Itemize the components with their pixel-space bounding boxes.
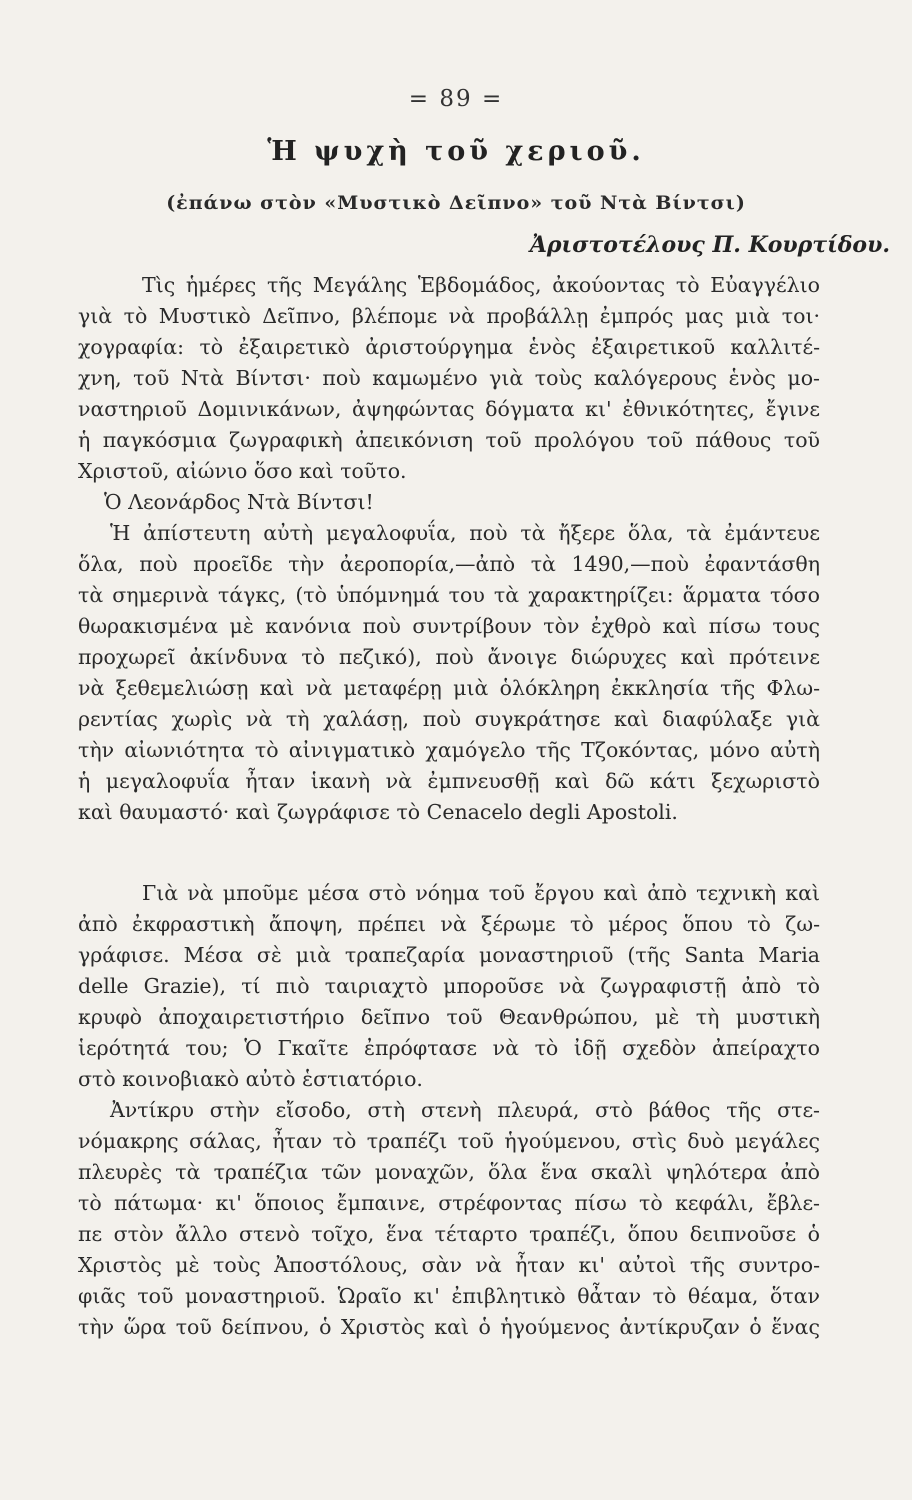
- text-line: Χριστὸς μὲ τοὺς Ἀποστόλους, σὰν νὰ ἦταν κι' αὐτοὶ τῆς συντρο-: [78, 1253, 820, 1277]
- article-subtitle: (ἐπάνω στὸν «Μυστικὸ Δεῖπνο» τοῦ Ντὰ Βίντσι): [166, 192, 746, 214]
- text-line: νὰ ξεθεμελιώσῃ καὶ νὰ μεταφέρῃ μιὰ ὁλόκληρη ἐκκλησία τῆς Φλω-: [78, 676, 820, 700]
- text-line: Τὶς ἡμέρες τῆς Μεγάλης Ἑβδομάδος, ἀκούοντας τὸ Εὐαγγέλιο: [142, 273, 820, 297]
- text-line: προχωρεῖ ἀκίνδυνα τὸ πεζικό), ποὺ ἄνοιγε διώρυχες καὶ πρότεινε: [78, 645, 820, 669]
- article-author: Ἀριστοτέλους Π. Κουρτίδου.: [529, 232, 890, 258]
- text-line: θωρακισμένα μὲ κανόνια ποὺ συντρίβουν τὸν ἐχθρὸ καὶ πίσω τους: [78, 614, 820, 638]
- text-line: γιὰ τὸ Μυστικὸ Δεῖπνο, βλέπομε νὰ προβάλλῃ ἐμπρός μας μιὰ τοι·: [78, 304, 820, 328]
- text-line: πε στὸν ἄλλο στενὸ τοῖχο, ἕνα τέταρτο τραπέζι, ὅπου δειπνοῦσε ὁ: [78, 1222, 820, 1246]
- text-line: ἱερότητά του; Ὁ Γκαῖτε ἐπρόφτασε νὰ τὸ ἰδῇ σχεδὸν ἀπείραχτο: [78, 1036, 820, 1060]
- page-number: = 89 =: [408, 86, 504, 112]
- text-line: Ἀντίκρυ στὴν εἴσοδο, στὴ στενὴ πλευρά, στὸ βάθος τῆς στε-: [110, 1098, 820, 1122]
- text-line: νόμακρης σάλας, ἦταν τὸ τραπέζι τοῦ ἡγούμενου, στὶς δυὸ μεγάλες: [78, 1129, 820, 1153]
- text-line: ἡ παγκόσμια ζωγραφικὴ ἀπεικόνιση τοῦ προλόγου τοῦ πάθους τοῦ: [78, 428, 820, 452]
- text-line: ρεντίας χωρὶς νὰ τὴ χαλάσῃ, ποὺ συγκράτησε καὶ διαφύλαξε γιὰ: [78, 707, 820, 731]
- text-line: πλευρὲς τὰ τραπέζια τῶν μοναχῶν, ὅλα ἕνα σκαλὶ ψηλότερα ἀπὸ: [78, 1160, 820, 1184]
- body-text-block-1: [78, 270, 820, 828]
- text-line: ἡ μεγαλοφυΐα ἦταν ἱκανὴ νὰ ἐμπνευσθῇ καὶ δῶ κάτι ξεχωριστὸ: [78, 769, 820, 793]
- text-line: ἀπὸ ἐκφραστικὴ ἄποψη, πρέπει νὰ ξέρωμε τὸ μέρος ὅπου τὸ ζω-: [78, 912, 820, 936]
- text-line: τὴν ὥρα τοῦ δείπνου, ὁ Χριστὸς καὶ ὁ ἡγούμενος ἀντίκρυζαν ὁ ἕνας: [78, 1315, 820, 1339]
- body-text-block-2: [78, 878, 820, 1343]
- text-line: Γιὰ νὰ μποῦμε μέσα στὸ νόημα τοῦ ἔργου καὶ ἀπὸ τεχνικὴ καὶ: [142, 881, 820, 905]
- article-title: Ἡ ψυχὴ τοῦ χεριοῦ.: [267, 136, 645, 167]
- text-line: τὸ πάτωμα· κι' ὅποιος ἔμπαινε, στρέφοντας πίσω τὸ κεφάλι, ἔβλε-: [78, 1191, 820, 1215]
- text-line: τὰ σημερινὰ τάγκς, (τὸ ὑπόμνημά του τὰ χαρακτηρίζει: ἅρματα τόσο: [78, 583, 820, 607]
- text-line: καὶ θαυμαστό· καὶ ζωγράφισε τὸ Cenacelo degli Apostoli.: [78, 800, 678, 824]
- text-line: γράφισε. Μέσα σὲ μιὰ τραπεζαρία μοναστηριοῦ (τῆς Santa Maria: [78, 943, 820, 967]
- text-line: χνη, τοῦ Ντὰ Βίντσι· ποὺ καμωμένο γιὰ τοὺς καλόγερους ἑνὸς μο-: [78, 366, 820, 390]
- text-line: χογραφία: τὸ ἐξαιρετικὸ ἀριστούργημα ἑνὸς ἐξαιρετικοῦ καλλιτέ-: [78, 335, 820, 359]
- text-line: ὅλα, ποὺ προεῖδε τὴν ἀεροπορία,—ἀπὸ τὰ 1490,—ποὺ ἐφαντάσθη: [78, 552, 820, 576]
- text-line: φιᾶς τοῦ μοναστηριοῦ. Ὡραῖο κι' ἐπιβλητικὸ θἆταν τὸ θέαμα, ὅταν: [78, 1284, 820, 1308]
- text-line: στὸ κοινοβιακὸ αὐτὸ ἑστιατόριο.: [78, 1067, 423, 1091]
- text-line: Ὁ Λεονάρδος Ντὰ Βίντσι!: [104, 490, 374, 514]
- text-line: κρυφὸ ἀποχαιρετιστήριο δεῖπνο τοῦ Θεανθρώπου, μὲ τὴ μυστικὴ: [78, 1005, 820, 1029]
- text-line: ναστηριοῦ Δομινικάνων, ἀψηφώντας δόγματα κι' ἐθνικότητες, ἔγινε: [78, 397, 820, 421]
- text-line: delle Grazie), τί πιὸ ταιριαχτὸ μποροῦσε νὰ ζωγραφιστῇ ἀπὸ τὸ: [78, 974, 820, 998]
- text-line: Ἡ ἀπίστευτη αὐτὴ μεγαλοφυΐα, ποὺ τὰ ἤξερε ὅλα, τὰ ἐμάντευε: [110, 521, 820, 545]
- text-line: Χριστοῦ, αἰώνιο ὅσο καὶ τοῦτο.: [78, 459, 407, 483]
- text-line: τὴν αἰωνιότητα τὸ αἰνιγματικὸ χαμόγελο τῆς Τζοκόντας, μόνο αὐτὴ: [78, 738, 820, 762]
